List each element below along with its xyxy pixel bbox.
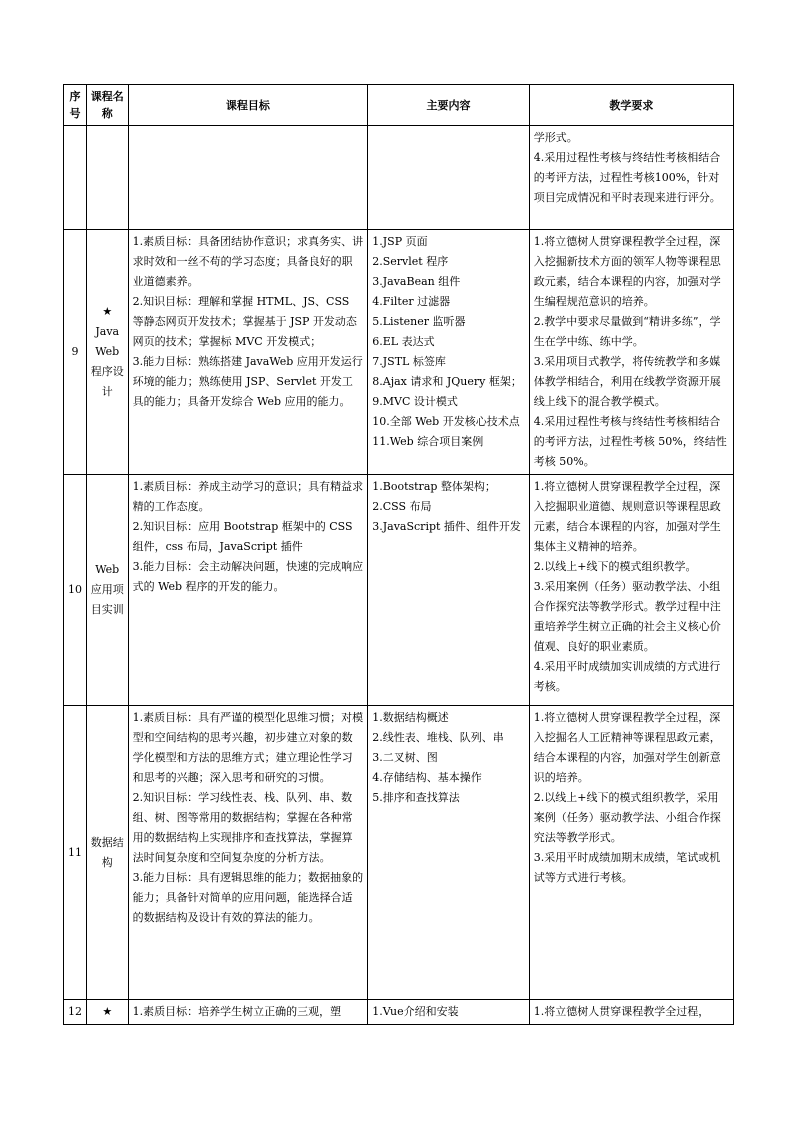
req-item: 3.采用项目式教学，将传统教学和多媒体教学相结合，利用在线教学资源开展线上线下的混合教学模式。 bbox=[533, 355, 721, 408]
row-number: 9 bbox=[64, 230, 87, 475]
cell-content bbox=[368, 706, 530, 1000]
content-item: 5.Listener 监听器 bbox=[372, 315, 466, 328]
goal-item: 1.素质目标：具有严谨的模型化思维习惯；对模型和空间结构的思考兴趣，初步建立对象的数学化模型和方法的思维方式；建立理论性学习和思考的兴趣；深入思考和研究的习惯。 bbox=[132, 711, 364, 784]
goal-item: 3.能力目标：具有逻辑思维的能力；数据抽象的能力；具备针对简单的应用问题，能选择合适的数据结构及设计有效的算法的能力。 bbox=[132, 871, 364, 924]
cell-content bbox=[368, 230, 530, 475]
req-item: 学形式。 bbox=[533, 131, 578, 144]
req-item: 2.以线上+线下的模式组织教学，采用案例（任务）驱动教学法、小组合作探究法等教学形式。 bbox=[533, 791, 721, 844]
cell-req bbox=[529, 1000, 733, 1025]
goal-item: 2.知识目标：学习线性表、栈、队列、串、数组、树、图等常用的数据结构；掌握在各种常用的数据结构上实现排序和查找算法，掌握算法时间复杂度和空间复杂度的分析方法。 bbox=[132, 791, 353, 864]
req-item: 1.将立德树人贯穿课程教学全过程，深入挖掘职业道德、规则意识等课程思政元素，结合本课程的内容，加强对学生集体主义精神的培养。 bbox=[533, 480, 721, 553]
cell-req bbox=[529, 475, 733, 706]
cell-goal bbox=[128, 126, 368, 230]
cell-content bbox=[368, 126, 530, 230]
header-no: 序号 bbox=[64, 85, 87, 126]
content-item: 3.JavaBean 组件 bbox=[372, 275, 461, 288]
content-item: 1.Vue介绍和安装 bbox=[372, 1005, 459, 1018]
cell-req bbox=[529, 126, 733, 230]
req-item: 3.采用案例（任务）驱动教学法、小组合作探究法等教学形式。教学过程中注重培养学生树立正确的社会主义核心价值观、良好的职业素质。 bbox=[533, 580, 721, 653]
row-number: 11 bbox=[64, 706, 87, 1000]
content-item: 1.Bootstrap 整体架构；2.CSS 布局 bbox=[372, 480, 496, 513]
header-row bbox=[64, 85, 734, 126]
req-item: 4.采用过程性考核与终结性考核相结合的考评方法，过程性考核100%，针对项目完成情况和平时表现来进行评分。 bbox=[533, 151, 721, 204]
content-item: 9.MVC 设计模式 bbox=[372, 395, 458, 408]
course-name bbox=[86, 126, 128, 230]
table-row bbox=[64, 230, 734, 475]
cell-goal bbox=[128, 475, 368, 706]
goal-item: 3.能力目标：会主动解决问题，快速的完成响应式的 Web 程序的开发的能力。 bbox=[132, 560, 364, 593]
course-name: 数据结构 bbox=[86, 706, 128, 1000]
cell-req bbox=[529, 706, 733, 1000]
row-number: 10 bbox=[64, 475, 87, 706]
course-name: ★ bbox=[86, 1000, 128, 1025]
content-item: 3.二叉树、图 bbox=[372, 751, 438, 764]
content-item: 5.排序和查找算法 bbox=[372, 791, 460, 804]
content-item: 6.EL 表达式 bbox=[372, 335, 435, 348]
goal-item: 2.知识目标：应用 Bootstrap 框架中的 CSS 组件，css 布局，JavaScript 插件 bbox=[132, 520, 353, 553]
req-item: 2.教学中要求尽量做到“精讲多练”，学生在学中练、练中学。 bbox=[533, 315, 721, 348]
table-row bbox=[64, 475, 734, 706]
content-item: 10.全部 Web 开发核心技术点 bbox=[372, 415, 520, 428]
cell-content bbox=[368, 1000, 530, 1025]
cell-content bbox=[368, 475, 530, 706]
content-item: 7.JSTL 标签库 bbox=[372, 355, 446, 368]
req-item: 4.采用过程性考核与终结性考核相结合的考评方法，过程性考核 50%，终结性考核 50%。 bbox=[533, 415, 727, 468]
header-name: 课程名称 bbox=[86, 85, 128, 126]
row-number: 12 bbox=[64, 1000, 87, 1025]
goal-item: 1.素质目标：培养学生树立正确的三观，塑 bbox=[132, 1005, 342, 1018]
course-name: ★ Java Web 程序设计 bbox=[86, 230, 128, 475]
req-item: 3.采用平时成绩加期末成绩，笔试或机试等方式进行考核。 bbox=[533, 851, 721, 884]
header-req: 教学要求 bbox=[529, 85, 733, 126]
content-item: 1.JSP 页面 bbox=[372, 235, 428, 248]
content-item: 11.Web 综合项目案例 bbox=[372, 435, 484, 448]
content-item: 2.线性表、堆栈、队列、串 bbox=[372, 731, 504, 744]
goal-item: 2.知识目标：理解和掌握 HTML、JS、CSS 等静态网页开发技术；掌握基于 JSP 开发动态网页的技术；掌握标 MVC 开发模式； bbox=[132, 295, 357, 348]
cell-goal bbox=[128, 1000, 368, 1025]
content-item: 8.Ajax 请求和 JQuery 框架； bbox=[372, 375, 522, 388]
course-table bbox=[63, 84, 734, 1025]
goal-item: 1.素质目标：养成主动学习的意识；具有精益求精的工作态度。 bbox=[132, 480, 364, 513]
cell-goal bbox=[128, 706, 368, 1000]
table-body bbox=[64, 126, 734, 1025]
table-row bbox=[64, 126, 734, 230]
goal-item: 3.能力目标：熟练搭建 JavaWeb 应用开发运行环境的能力；熟练使用 JSP、Servlet 开发工具的能力；具备开发综合 Web 应用的能力。 bbox=[132, 355, 363, 408]
cell-req bbox=[529, 230, 733, 475]
content-item: 3.JavaScript 插件、组件开发 bbox=[372, 520, 521, 533]
req-item: 4.采用平时成绩加实训成绩的方式进行考核。 bbox=[533, 660, 721, 693]
header-goal: 课程目标 bbox=[128, 85, 368, 126]
content-item: 4.存储结构、基本操作 bbox=[372, 771, 482, 784]
req-item: 1.将立德树人贯穿课程教学全过程，深入挖掘新技术方面的领军人物等课程思政元素，结合本课程的内容，加强对学生编程规范意识的培养。 bbox=[533, 235, 721, 308]
header-content: 主要内容 bbox=[368, 85, 530, 126]
content-item: 1.数据结构概述 bbox=[372, 711, 449, 724]
row-number bbox=[64, 126, 87, 230]
goal-item: 1.素质目标：具备团结协作意识；求真务实、讲求时效和一丝不苟的学习态度；具备良好的职业道德素养。 bbox=[132, 235, 364, 288]
course-name: Web 应用项目实训 bbox=[86, 475, 128, 706]
table-row bbox=[64, 706, 734, 1000]
req-item: 1.将立德树人贯穿课程教学全过程， bbox=[533, 1005, 710, 1018]
content-item: 4.Filter 过滤器 bbox=[372, 295, 451, 308]
content-item: 2.Servlet 程序 bbox=[372, 255, 449, 268]
req-item: 2.以线上+线下的模式组织教学。 bbox=[533, 560, 697, 573]
req-item: 1.将立德树人贯穿课程教学全过程，深入挖掘名人工匠精神等课程思政元素，结合本课程的内容，加强对学生创新意识的培养。 bbox=[533, 711, 721, 784]
table-row bbox=[64, 1000, 734, 1025]
cell-goal bbox=[128, 230, 368, 475]
